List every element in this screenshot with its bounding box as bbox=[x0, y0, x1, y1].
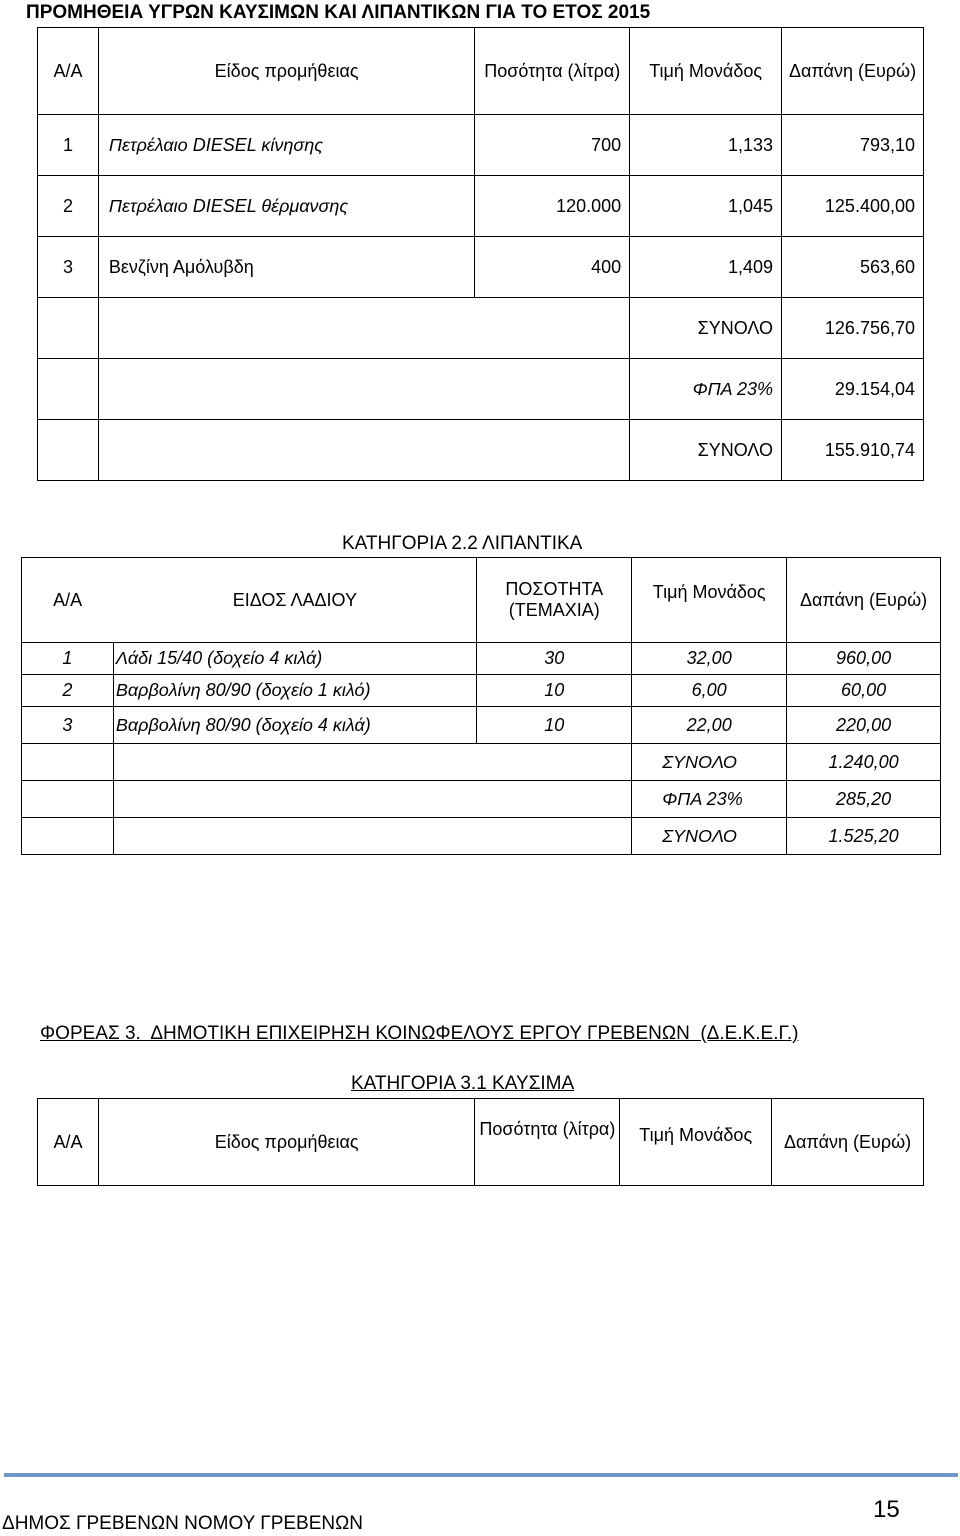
table-row: 1 Πετρέλαιο DIESEL κίνησης 700 1,133 793,10 bbox=[38, 115, 924, 176]
table-header-row bbox=[38, 1099, 924, 1186]
col-header-cost: Δαπάνη (Ευρώ) bbox=[772, 1099, 924, 1186]
grand-total-row: ΣΥΝΟΛΟ 155.910,74 bbox=[38, 420, 924, 481]
footer-text: ΔΗΜΟΣ ΓΡΕΒΕΝΩΝ ΝΟΜΟΥ ΓΡΕΒΕΝΩΝ bbox=[2, 1513, 364, 1534]
col-header-qty: Ποσότητα (λίτρα) bbox=[475, 1099, 620, 1186]
col-header-item: Είδος προμήθειας bbox=[98, 1099, 474, 1186]
col-header-price: Τιμή Μονάδος bbox=[632, 558, 787, 643]
col-header-item: Είδος προμήθειας bbox=[98, 28, 474, 115]
total-row: ΣΥΝΟΛΟ 126.756,70 bbox=[38, 298, 924, 359]
page-title: ΠΡΟΜΗΘΕΙΑ ΥΓΡΩΝ ΚΑΥΣΙΜΩΝ ΚΑΙ ΛΙΠΑΝΤΙΚΩΝ ΓΙΑ ΤΟ ΕΤΟΣ 2015 bbox=[26, 2, 651, 23]
organization-heading: ΦΟΡΕΑΣ 3. ΔΗΜΟΤΙΚΗ ΕΠΙΧΕΙΡΗΣΗ ΚΟΙΝΩΦΕΛΟΥΣ ΕΡΓΟΥ ΓΡΕΒΕΝΩΝ (Δ.Ε.Κ.Ε.Γ.) bbox=[40, 1023, 799, 1044]
grand-total-row: ΣΥΝΟΛΟ 1.525,20 bbox=[22, 818, 941, 855]
page-number: 15 bbox=[873, 1496, 900, 1523]
col-header-aa: Α/Α bbox=[38, 1099, 99, 1186]
col-header-aa: Α/Α bbox=[22, 558, 114, 643]
category-heading-fuel: ΚΑΤΗΓΟΡΙΑ 3.1 ΚΑΥΣΙΜΑ bbox=[351, 1073, 575, 1094]
col-header-qty: Ποσότητα (λίτρα) bbox=[475, 28, 630, 115]
col-header-price: Τιμή Μονάδος bbox=[620, 1099, 772, 1186]
table-row: 3 Βενζίνη Αμόλυβδη 400 1,409 563,60 bbox=[38, 237, 924, 298]
table-header-row bbox=[22, 558, 941, 643]
table-row: 2 Πετρέλαιο DIESEL θέρμανσης 120.000 1,045 125.400,00 bbox=[38, 176, 924, 237]
vat-row: ΦΠΑ 23% 29.154,04 bbox=[38, 359, 924, 420]
total-row: ΣΥΝΟΛΟ 1.240,00 bbox=[22, 744, 941, 781]
fuel-table bbox=[37, 27, 924, 481]
col-header-cost: Δαπάνη (Ευρώ) bbox=[782, 28, 924, 115]
table-row: 3 Βαρβολίνη 80/90 (δοχείο 4 κιλά) 10 22,00 220,00 bbox=[22, 707, 941, 744]
col-header-qty: ΠΟΣΟΤΗΤΑ (ΤΕΜΑΧΙΑ) bbox=[477, 558, 632, 643]
fuel-table-foreas3 bbox=[37, 1098, 924, 1186]
table-row: 1 Λάδι 15/40 (δοχείο 4 κιλά) 30 32,00 960,00 bbox=[22, 643, 941, 675]
category-heading: ΚΑΤΗΓΟΡΙΑ 2.2 ΛΙΠΑΝΤΙΚΑ bbox=[342, 533, 583, 554]
vat-row: ΦΠΑ 23% 285,20 bbox=[22, 781, 941, 818]
table-header-row bbox=[38, 28, 924, 115]
table-row: 2 Βαρβολίνη 80/90 (δοχείο 1 κιλό) 10 6,00 60,00 bbox=[22, 675, 941, 707]
lubricants-table bbox=[21, 557, 941, 855]
col-header-cost: Δαπάνη (Ευρώ) bbox=[787, 558, 941, 643]
col-header-item: ΕΙΔΟΣ ΛΑΔΙΟΥ bbox=[113, 558, 476, 643]
footer-rule bbox=[4, 1473, 958, 1477]
col-header-aa: Α/Α bbox=[38, 28, 99, 115]
col-header-price: Τιμή Μονάδος bbox=[630, 28, 782, 115]
